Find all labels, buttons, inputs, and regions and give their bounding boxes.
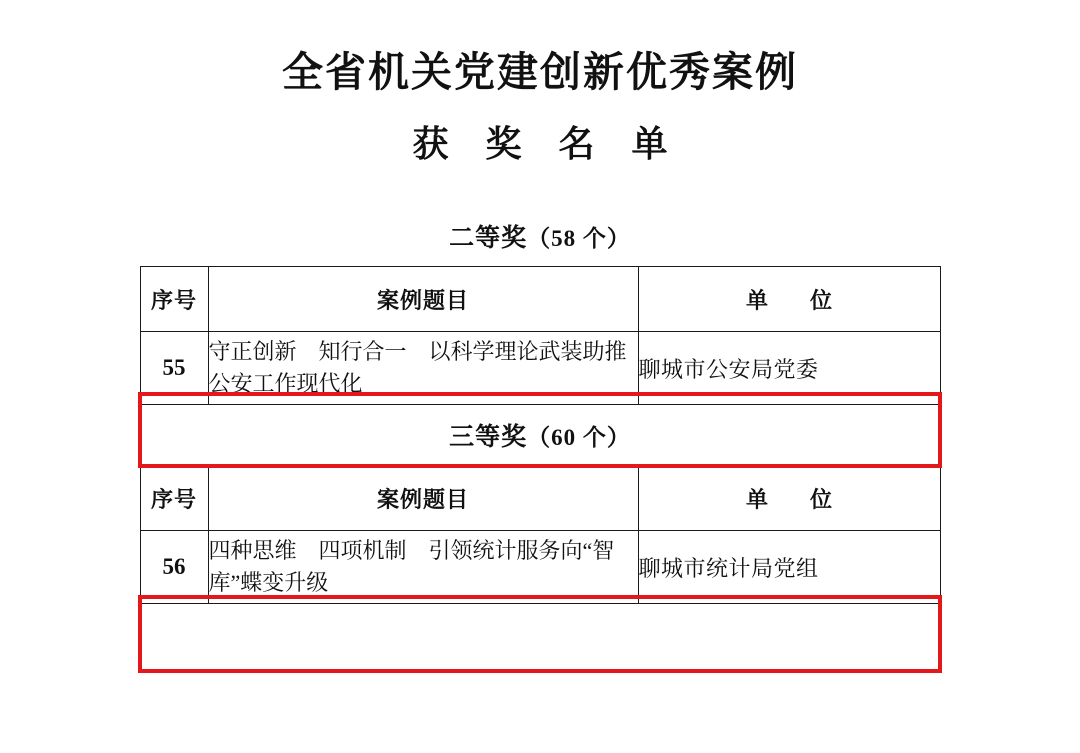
section-heading-third-prize (0, 417, 1080, 453)
column-header-unit: 单 位 (638, 466, 940, 531)
section-heading-second-prize (0, 218, 1080, 254)
page-subtitle: 获 奖 名 单 (412, 124, 682, 165)
section-heading-count: （60 个） (527, 425, 631, 451)
column-header-title: 案例题目 (208, 466, 638, 531)
award-table-third-prize (140, 465, 941, 604)
row-number: 55 (140, 332, 208, 405)
highlight-box-row-56 (138, 595, 942, 673)
document-page (0, 48, 1080, 753)
page-title: 全省机关党建创新优秀案例 (282, 49, 798, 95)
row-case-title: 守正创新 知行合一 以科学理论武装助推公安工作现代化 (208, 332, 638, 405)
column-header-no: 序号 (140, 267, 208, 332)
section-heading-label: 二等奖 (449, 225, 528, 253)
table-row (140, 332, 940, 405)
award-table-second-prize (140, 266, 941, 405)
column-header-title: 案例题目 (208, 267, 638, 332)
section-heading-label: 三等奖 (449, 424, 528, 452)
row-unit: 聊城市公安局党委 (638, 332, 940, 405)
row-number: 56 (140, 531, 208, 604)
row-case-title: 四种思维 四项机制 引领统计服务向“智库”蝶变升级 (208, 531, 638, 604)
column-header-no: 序号 (140, 466, 208, 531)
table-header-row (140, 267, 940, 332)
table-row (140, 531, 940, 604)
table-header-row (140, 466, 940, 531)
section-heading-count: （58 个） (527, 226, 631, 252)
column-header-unit: 单 位 (638, 267, 940, 332)
row-unit: 聊城市统计局党组 (638, 531, 940, 604)
